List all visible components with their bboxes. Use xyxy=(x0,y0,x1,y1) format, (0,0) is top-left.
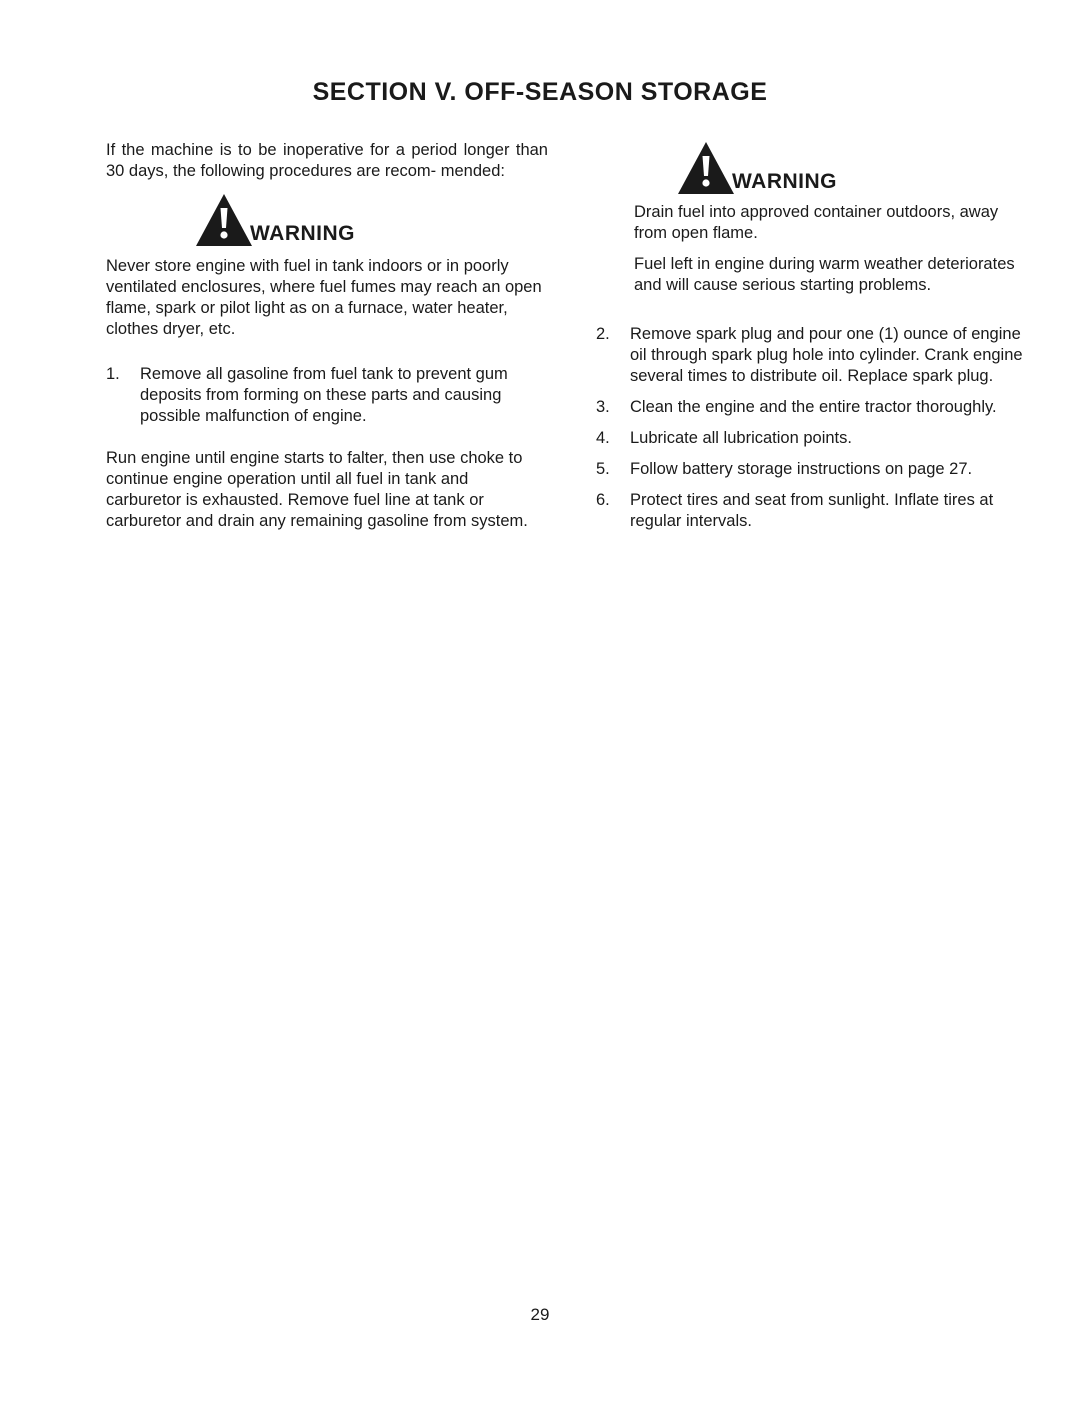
step-number: 2. xyxy=(596,325,610,343)
warning-paragraph: Fuel left in engine during warm weather deteriorates and will cause serious starting problems. xyxy=(634,255,1015,294)
warning-triangle-icon xyxy=(194,192,254,248)
step-number: 5. xyxy=(596,460,610,478)
list-item xyxy=(596,490,1030,532)
step-text: Protect tires and seat from sunlight. Inflate tires at regular intervals. xyxy=(630,491,994,530)
list-item xyxy=(596,428,1030,449)
step-text: Follow battery storage instructions on page 27. xyxy=(630,460,973,478)
warning-paragraph: Drain fuel into approved container outdoors, away from open flame. xyxy=(634,203,999,242)
warning-label-right: WARNING xyxy=(732,170,837,193)
warning-label-left: WARNING xyxy=(250,222,355,245)
step-text: Remove all gasoline from fuel tank to prevent gum deposits from forming on these parts and causing possible malfunction of engine. xyxy=(140,365,508,425)
intro-paragraph: If the machine is to be inoperative for a period longer than 30 days, the following procedures are recom- mended: xyxy=(106,141,548,180)
step-text: Lubricate all lubrication points. xyxy=(630,429,852,447)
warning-heading-right xyxy=(676,140,1030,196)
step-text: Clean the engine and the entire tractor thoroughly. xyxy=(630,398,997,416)
warning-heading-left xyxy=(194,192,548,248)
left-column xyxy=(106,140,548,532)
list-item xyxy=(596,397,1030,418)
step-number: 6. xyxy=(596,491,610,509)
page-number: 29 xyxy=(530,1305,550,1324)
page-title: SECTION V. OFF-SEASON STORAGE xyxy=(312,78,768,106)
list-item xyxy=(596,459,1030,480)
right-column xyxy=(596,140,1030,532)
warning-triangle-icon xyxy=(676,140,736,196)
step-number: 4. xyxy=(596,429,610,447)
step-followup: Run engine until engine starts to falter, then use choke to continue engine operation until all fuel in tank and carburetor is exhausted. Remove fuel line at tank or carburetor and drain any remaining gasoline from system. xyxy=(106,449,528,530)
warning-text-left: Never store engine with fuel in tank indoors or in poorly ventilated enclosures, where fuel fumes may reach an open flame, spark or pilot light as on a furnace, water heater, clothes dryer, etc. xyxy=(106,257,542,338)
list-item xyxy=(106,364,548,427)
warning-text-right xyxy=(634,202,1030,296)
step-number: 1. xyxy=(106,365,120,383)
step-text: Remove spark plug and pour one (1) ounce of engine oil through spark plug hole into cylinder. Crank engine several times to distribute oil. Replace spark plug. xyxy=(630,325,1023,385)
list-item xyxy=(596,324,1030,387)
step-number: 3. xyxy=(596,398,610,416)
